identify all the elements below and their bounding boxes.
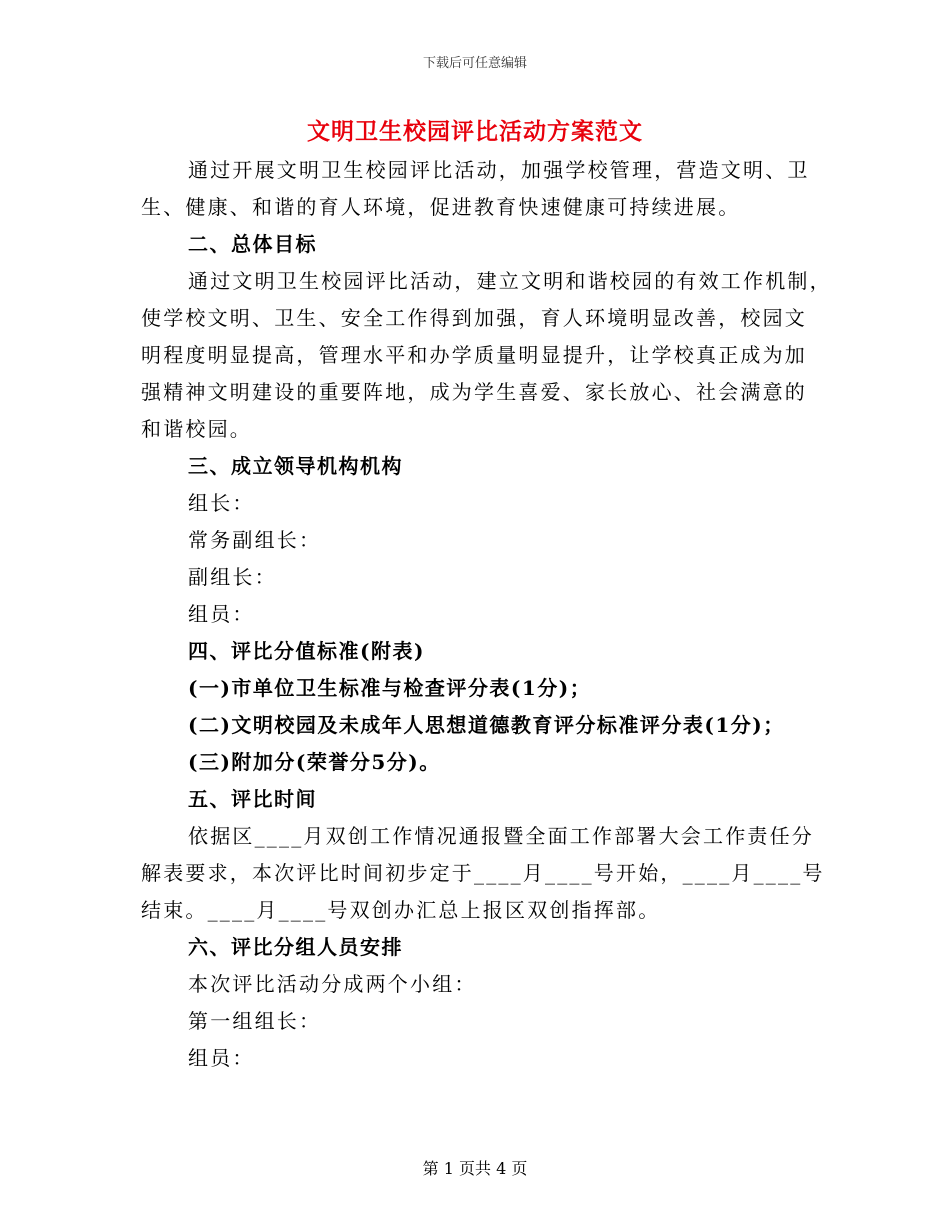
role-label: 第一组组长： [188, 1009, 322, 1033]
role-label: 副组长： [188, 565, 277, 589]
section-heading: 五、评比时间 [188, 787, 317, 811]
role-label: 组员： [188, 1046, 255, 1070]
paragraph-line: 解表要求，本次评比时间初步定于____月____号开始，____月____号 [141, 861, 825, 885]
paragraph-line: 通过开展文明卫生校园评比活动，加强学校管理，营造文明、卫 [188, 158, 810, 182]
paragraph-line: 强精神文明建设的重要阵地，成为学生喜爱、家长放心、社会满意的 [141, 380, 807, 404]
header-note: 下载后可任意编辑 [422, 56, 527, 71]
paragraph-line: 通过文明卫生校园评比活动，建立文明和谐校园的有效工作机制， [188, 269, 832, 293]
role-label: 组长： [188, 491, 255, 515]
section-heading: 三、成立领导机构机构 [188, 454, 403, 478]
role-label: 常务副组长： [188, 528, 322, 552]
list-item: (二)文明校园及未成年人思想道德教育评分标准评分表(1分)； [188, 713, 785, 737]
section-heading: 六、评比分组人员安排 [188, 935, 403, 959]
paragraph-line: 本次评比活动分成两个小组： [188, 972, 477, 996]
paragraph-line: 明程度明显提高，管理水平和办学质量明显提升，让学校真正成为加 [141, 343, 807, 367]
paragraph-line: 生、健康、和谐的育人环境，促进教育快速健康可持续进展。 [141, 195, 741, 219]
section-heading: 二、总体目标 [188, 232, 317, 256]
list-item: (一)市单位卫生标准与检查评分表(1分)； [188, 676, 592, 700]
role-label: 组员： [188, 602, 255, 626]
document-title: 文明卫生校园评比活动方案范文 [307, 118, 643, 145]
page-number: 第 1 页共 4 页 [422, 1159, 528, 1178]
list-item: (三)附加分(荣誉分5分)。 [188, 750, 441, 774]
paragraph-line: 和谐校园。 [141, 417, 252, 441]
section-heading: 四、评比分值标准(附表) [188, 639, 425, 663]
paragraph-line: 依据区____月双创工作情况通报暨全面工作部署大会工作责任分 [188, 824, 814, 848]
paragraph-line: 使学校文明、卫生、安全工作得到加强，育人环境明显改善，校园文 [141, 306, 807, 330]
paragraph-line: 结束。____月____号双创办汇总上报区双创指挥部。 [141, 898, 661, 922]
